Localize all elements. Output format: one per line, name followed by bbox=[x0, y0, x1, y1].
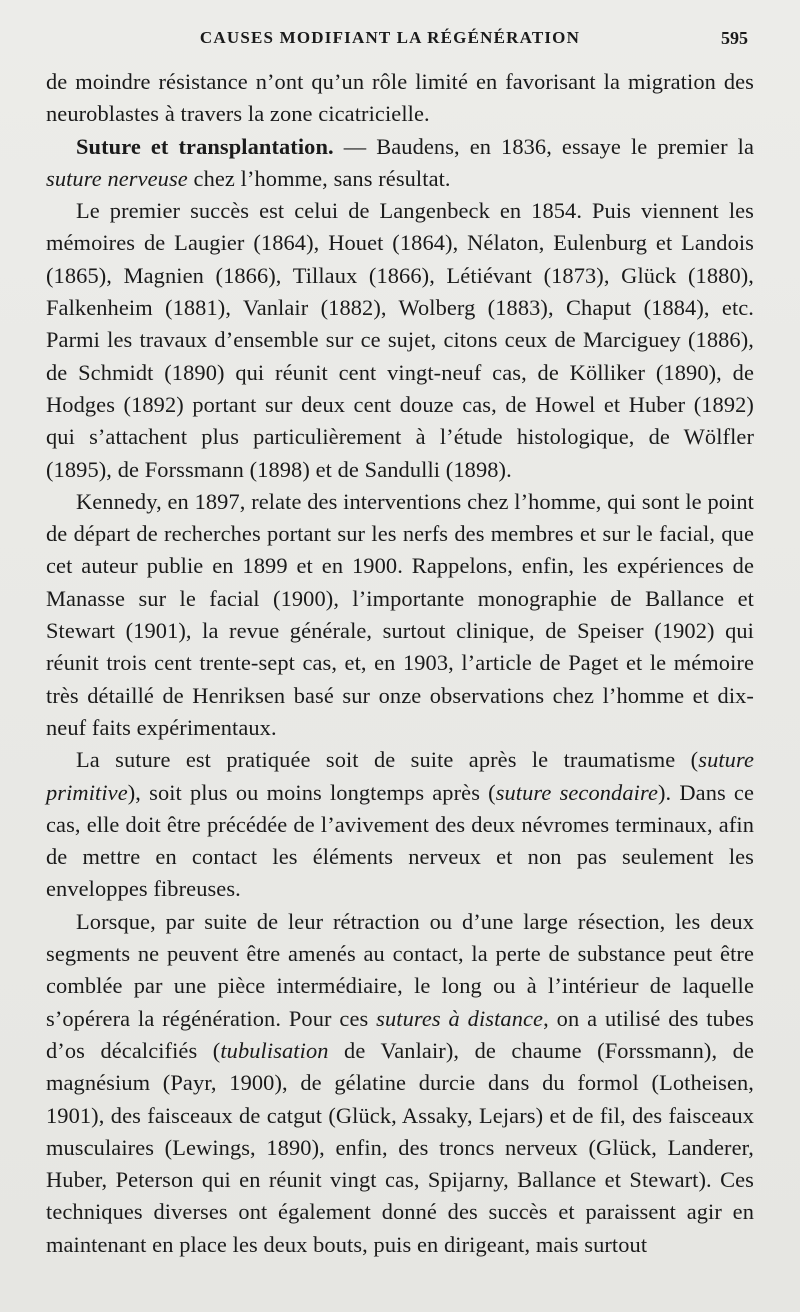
paragraph-text: La suture est pratiquée soit de suite après le traumatisme ( bbox=[76, 747, 699, 773]
page-number: 595 bbox=[721, 28, 748, 48]
italic-term: suture nerveuse bbox=[46, 165, 188, 191]
paragraph-text: ). Dans ce cas, elle doit être précédée de l’avivement des deux névromes terminaux, afin de mettre en contact les éléments nerveux et non pas seulement les enveloppes fibreuses. bbox=[46, 779, 755, 902]
italic-term: tubulisation bbox=[220, 1037, 329, 1063]
paragraph-text: chez l’homme, sans résultat. bbox=[187, 165, 451, 191]
body-text bbox=[46, 66, 754, 1261]
page-header bbox=[0, 28, 800, 58]
paragraph-text: Lorsque, par suite de leur rétraction ou d’une large résection, les deux segments ne peuvent être amenés au contact, la perte de substance peut être comblée par une pièce intermédiaire, le long ou à l’intérieur de laquelle s’opérera la régénération. Pour ces bbox=[46, 908, 754, 1031]
section-heading: Suture et transplantation. bbox=[76, 133, 334, 159]
paragraph-distance-sutures bbox=[46, 906, 754, 1261]
paragraph-text: Le premier succès est celui de Langenbeck en 1854. Puis viennent les mémoires de Laugier (1864), Houet (1864), Nélaton, Eulenburg et Landois (1865), Magnien (1866), Tillaux (1866), Létiévant (1873), Glück (1880), Falkenheim (1881), Vanlair (1882), Wolberg (1883), Chaput (1884), etc. Parmi les travaux d’ensemble sur ce sujet, citons ceux de Marciguey (1886), de Schmidt (1890) qui réunit cent vingt-neuf cas, de Kölliker (1890), de Hodges (1892) portant sur deux cent douze cas, de Howel et Huber (1892) qui s’attachent plus particulièrement à l’étude histologique, de Wölfler (1895), de Forssmann (1898) et de Sandulli (1898). bbox=[46, 198, 754, 482]
paragraph-suture-types bbox=[46, 744, 754, 905]
paragraph-text: Kennedy, en 1897, relate des interventions chez l’homme, qui sont le point de départ de recherches portant sur les nerfs des membres et sur le facial, que cet auteur publie en 1899 et en 1900. Rappelons, enfin, les expériences de Manasse sur le facial (1900), l’importante monographie de Ballance et Stewart (1901), la revue générale, surtout clinique, de Speiser (1902) qui réunit trois cent trente-sept cas, et, en 1903, l’article de Paget et le mémoire très détaillé de Henriksen basé sur onze observations chez l’homme et dix-neuf faits expérimentaux. bbox=[46, 488, 754, 740]
italic-term: suture primitive bbox=[46, 747, 754, 805]
paragraph-kennedy bbox=[46, 486, 754, 744]
running-title: CAUSES MODIFIANT LA RÉGÉNÉRATION bbox=[199, 28, 581, 47]
paragraph-suture-heading bbox=[46, 131, 754, 196]
italic-term: suture secondaire bbox=[495, 779, 658, 805]
paragraph-text: de moindre résistance n’ont qu’un rôle limité en favorisant la migration des neuroblastes à travers la zone cicatricielle. bbox=[46, 69, 754, 127]
paragraph-text: de Vanlair), de chaume (Forssmann), de magnésium (Payr, 1900), de gélatine durcie dans du formol (Lotheisen, 1901), des faisceaux de catgut (Glück, Assaky, Lejars) et de fil, des faisceaux musculaires (Lewings, 1890), enfin, des troncs nerveux (Glück, Landerer, Huber, Peterson qui en réunit vingt cas, Spijarny, Ballance et Stewart). Ces techniques diverses ont également donné des succès et paraissent agir en maintenant en place les deux bouts, puis en dirigeant, mais surtout bbox=[46, 1037, 754, 1257]
italic-term: sutures à distance bbox=[376, 1005, 544, 1031]
paragraph-continuation bbox=[46, 66, 754, 131]
paragraph-text: , on a utilisé des tubes d’os décalcifiés ( bbox=[46, 1005, 754, 1063]
paragraph-text: ), soit plus ou moins longtemps après ( bbox=[127, 779, 496, 805]
paragraph-history bbox=[46, 195, 754, 486]
paragraph-text: — Baudens, en 1836, essaye le premier la bbox=[333, 133, 754, 159]
